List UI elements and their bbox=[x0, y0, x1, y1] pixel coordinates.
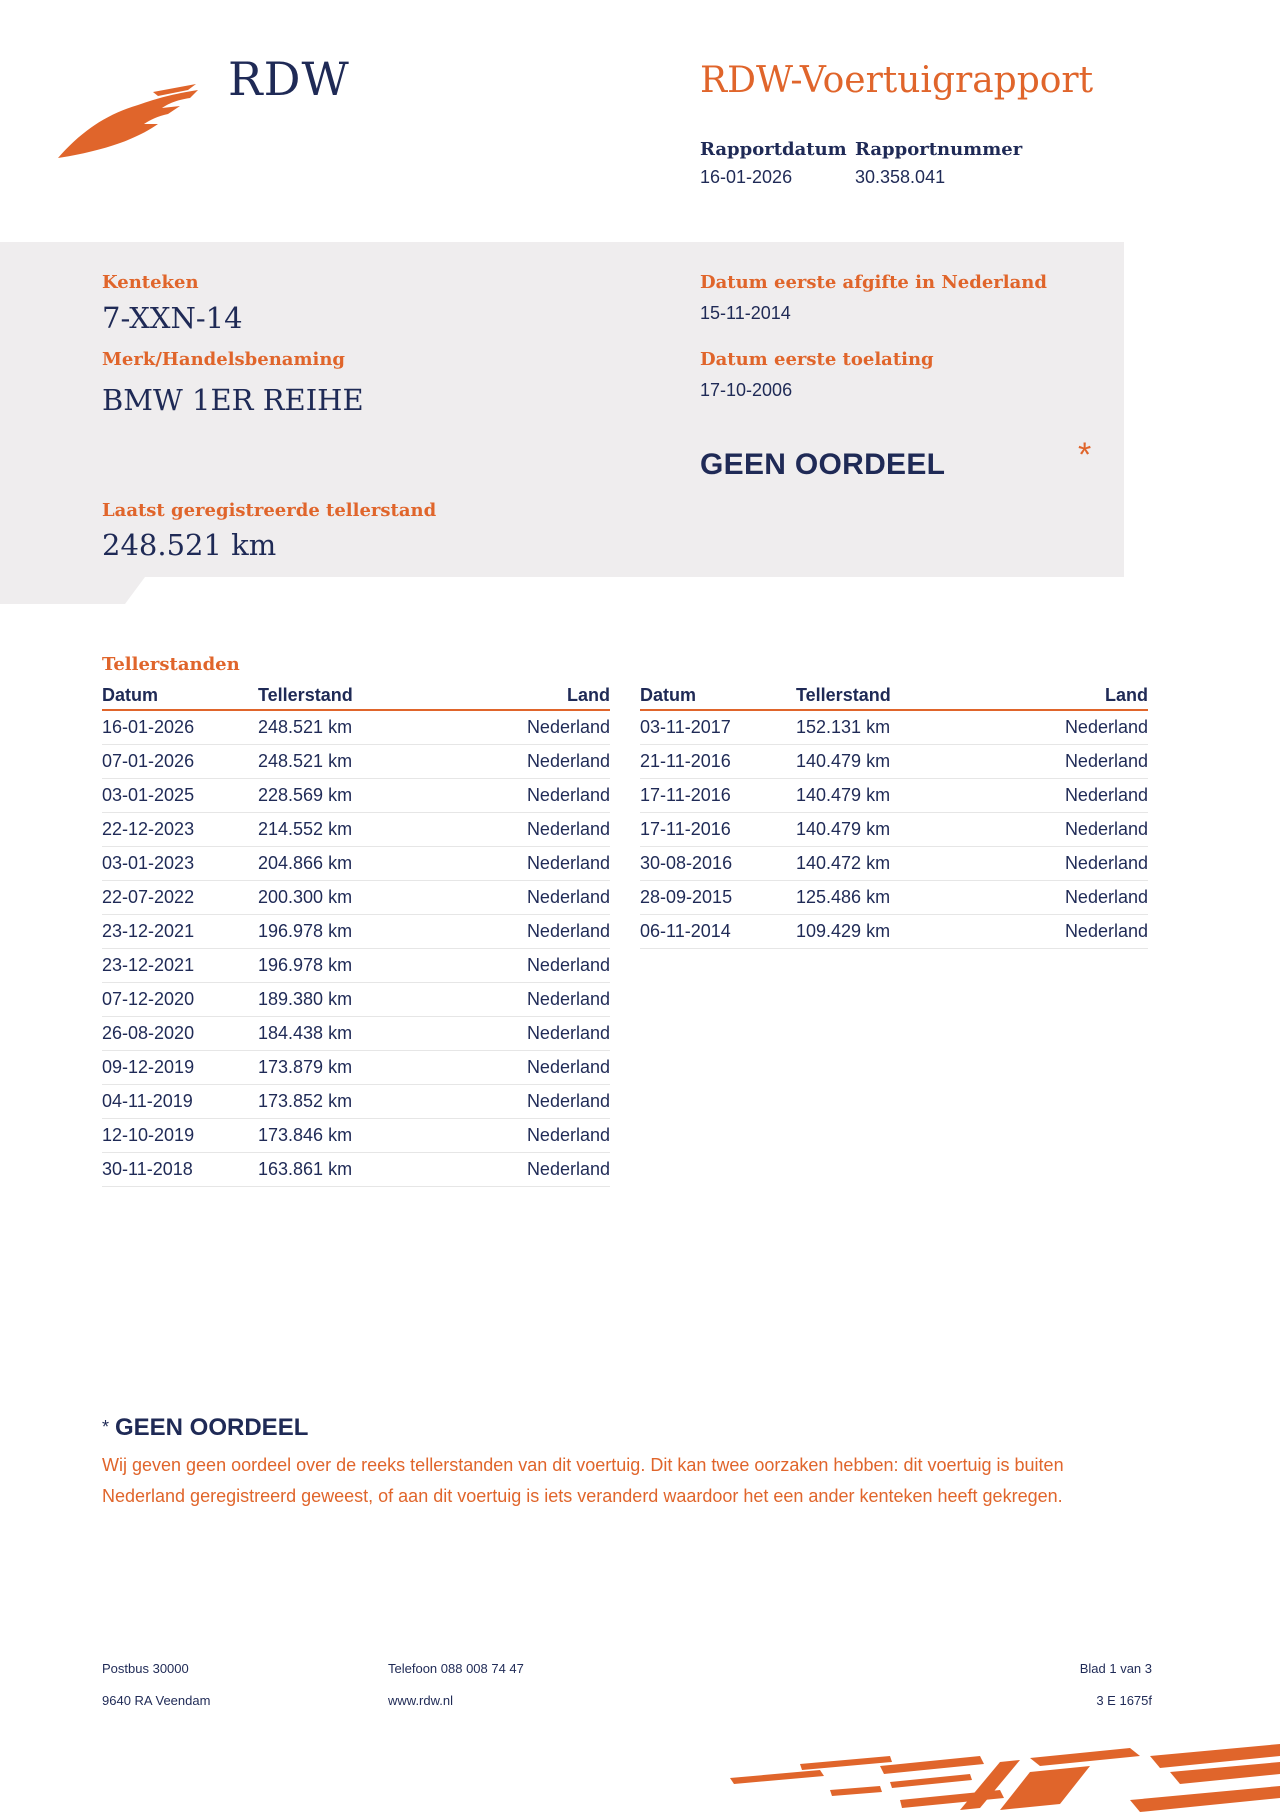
table-row bbox=[640, 745, 1148, 779]
cell-country: Nederland bbox=[458, 881, 610, 915]
cell-country: Nederland bbox=[458, 1017, 610, 1051]
note-text: Wij geven geen oordeel over de reeks tellerstanden van dit voertuig. Dit kan twee oorzaken hebben: dit voertuig is buiten Nederland geregistreerd geweest, of aan dit voertuig is iets veranderd waardoor het een ander kenteken heeft gekregen. bbox=[102, 1455, 1064, 1506]
cell-country: Nederland bbox=[996, 745, 1148, 779]
cell-country: Nederland bbox=[458, 1153, 610, 1187]
cell-date: 03-11-2017 bbox=[640, 710, 796, 745]
cell-date: 21-11-2016 bbox=[640, 745, 796, 779]
footer-postbus: Postbus 30000 bbox=[102, 1661, 189, 1676]
cell-date: 23-12-2021 bbox=[102, 915, 258, 949]
table-row bbox=[640, 881, 1148, 915]
footer-page-number: Blad 1 van 3 bbox=[1079, 1661, 1152, 1676]
odometer-section-title: Tellerstanden bbox=[102, 654, 240, 675]
cell-odometer: 140.479 km bbox=[796, 745, 996, 779]
cell-country: Nederland bbox=[458, 779, 610, 813]
cell-country: Nederland bbox=[458, 813, 610, 847]
cell-date: 06-11-2014 bbox=[640, 915, 796, 949]
cell-country: Nederland bbox=[996, 710, 1148, 745]
footer-code: 3 E 1675f bbox=[1096, 1693, 1152, 1708]
table-row bbox=[102, 847, 610, 881]
first-issue-nl-value: 15-11-2014 bbox=[700, 303, 791, 323]
odometer-table-left-body bbox=[102, 710, 610, 1187]
table-row bbox=[640, 847, 1148, 881]
first-admission-value: 17-10-2006 bbox=[700, 380, 793, 400]
column-header-country: Land bbox=[458, 682, 610, 710]
cell-country: Nederland bbox=[996, 779, 1148, 813]
cell-odometer: 204.866 km bbox=[258, 847, 458, 881]
cell-date: 12-10-2019 bbox=[102, 1119, 258, 1153]
table-row bbox=[102, 813, 610, 847]
cell-odometer: 125.486 km bbox=[796, 881, 996, 915]
cell-country: Nederland bbox=[458, 710, 610, 745]
cell-date: 22-12-2023 bbox=[102, 813, 258, 847]
table-row bbox=[640, 915, 1148, 949]
footer-city: 9640 RA Veendam bbox=[102, 1693, 211, 1708]
table-header-row bbox=[640, 682, 1148, 710]
cell-odometer: 152.131 km bbox=[796, 710, 996, 745]
note-marker: * bbox=[102, 1417, 110, 1437]
column-header-odometer: Tellerstand bbox=[796, 682, 996, 710]
cell-country: Nederland bbox=[458, 1119, 610, 1153]
table-row bbox=[102, 915, 610, 949]
table-row bbox=[102, 745, 610, 779]
cell-odometer: 248.521 km bbox=[258, 745, 458, 779]
table-row bbox=[102, 710, 610, 745]
plate-label: Kenteken bbox=[102, 272, 199, 293]
cell-odometer: 140.472 km bbox=[796, 847, 996, 881]
report-date-label: Rapportdatum bbox=[700, 139, 847, 160]
cell-country: Nederland bbox=[996, 915, 1148, 949]
cell-country: Nederland bbox=[458, 949, 610, 983]
cell-date: 04-11-2019 bbox=[102, 1085, 258, 1119]
table-row bbox=[102, 881, 610, 915]
cell-country: Nederland bbox=[458, 983, 610, 1017]
cell-odometer: 163.861 km bbox=[258, 1153, 458, 1187]
table-row bbox=[102, 949, 610, 983]
table-row bbox=[102, 1119, 610, 1153]
cell-country: Nederland bbox=[458, 745, 610, 779]
logo-text: RDW bbox=[228, 52, 350, 106]
table-row bbox=[640, 710, 1148, 745]
cell-date: 09-12-2019 bbox=[102, 1051, 258, 1085]
report-number-label: Rapportnummer bbox=[855, 139, 1023, 160]
cell-date: 07-01-2026 bbox=[102, 745, 258, 779]
cell-odometer: 173.879 km bbox=[258, 1051, 458, 1085]
odometer-table-left bbox=[102, 682, 610, 1187]
first-issue-nl-label: Datum eerste afgifte in Nederland bbox=[700, 272, 1047, 293]
cell-date: 17-11-2016 bbox=[640, 813, 796, 847]
make-value: BMW 1ER REIHE bbox=[102, 383, 364, 417]
last-odometer-label: Laatst geregistreerde tellerstand bbox=[102, 500, 437, 521]
cell-country: Nederland bbox=[458, 847, 610, 881]
cell-odometer: 228.569 km bbox=[258, 779, 458, 813]
odometer-table-right-body bbox=[640, 710, 1148, 949]
table-row bbox=[640, 813, 1148, 847]
cell-country: Nederland bbox=[458, 1051, 610, 1085]
last-odometer-value: 248.521 km bbox=[102, 528, 277, 562]
cell-odometer: 196.978 km bbox=[258, 915, 458, 949]
cell-odometer: 173.852 km bbox=[258, 1085, 458, 1119]
report-title: RDW-Voertuigrapport bbox=[700, 60, 1094, 101]
cell-country: Nederland bbox=[996, 881, 1148, 915]
table-row bbox=[640, 779, 1148, 813]
cell-date: 07-12-2020 bbox=[102, 983, 258, 1017]
footer-website-link[interactable]: www.rdw.nl bbox=[388, 1693, 454, 1708]
table-row bbox=[102, 1085, 610, 1119]
cell-date: 22-07-2022 bbox=[102, 881, 258, 915]
cell-odometer: 140.479 km bbox=[796, 779, 996, 813]
rdw-logo-icon bbox=[58, 80, 208, 165]
footer-phone: Telefoon 088 008 74 47 bbox=[388, 1661, 524, 1676]
cell-country: Nederland bbox=[996, 847, 1148, 881]
verdict-marker: * bbox=[1078, 436, 1092, 474]
cell-odometer: 196.978 km bbox=[258, 949, 458, 983]
cell-odometer: 173.846 km bbox=[258, 1119, 458, 1153]
cell-odometer: 200.300 km bbox=[258, 881, 458, 915]
cell-date: 03-01-2025 bbox=[102, 779, 258, 813]
cell-date: 17-11-2016 bbox=[640, 779, 796, 813]
column-header-date: Datum bbox=[640, 682, 796, 710]
make-label: Merk/Handelsbenaming bbox=[102, 349, 346, 370]
cell-date: 16-01-2026 bbox=[102, 710, 258, 745]
verdict-text: GEEN OORDEEL bbox=[700, 448, 946, 481]
cell-country: Nederland bbox=[458, 915, 610, 949]
table-row bbox=[102, 983, 610, 1017]
table-row bbox=[102, 779, 610, 813]
column-header-date: Datum bbox=[102, 682, 258, 710]
odometer-table-right bbox=[640, 682, 1148, 949]
cell-odometer: 248.521 km bbox=[258, 710, 458, 745]
first-admission-label: Datum eerste toelating bbox=[700, 349, 934, 370]
cell-odometer: 214.552 km bbox=[258, 813, 458, 847]
column-header-country: Land bbox=[996, 682, 1148, 710]
note-heading: GEEN OORDEEL bbox=[115, 1414, 309, 1441]
rdw-stripes-graphic-icon bbox=[730, 1742, 1280, 1817]
cell-date: 23-12-2021 bbox=[102, 949, 258, 983]
table-header-row bbox=[102, 682, 610, 710]
report-number: 30.358.041 bbox=[855, 167, 946, 187]
cell-date: 30-08-2016 bbox=[640, 847, 796, 881]
plate-value: 7-XXN-14 bbox=[102, 301, 243, 335]
cell-country: Nederland bbox=[996, 813, 1148, 847]
cell-country: Nederland bbox=[458, 1085, 610, 1119]
cell-odometer: 109.429 km bbox=[796, 915, 996, 949]
table-row bbox=[102, 1017, 610, 1051]
column-header-odometer: Tellerstand bbox=[258, 682, 458, 710]
cell-date: 30-11-2018 bbox=[102, 1153, 258, 1187]
table-row bbox=[102, 1051, 610, 1085]
report-date: 16-01-2026 bbox=[700, 167, 793, 187]
cell-date: 28-09-2015 bbox=[640, 881, 796, 915]
cell-odometer: 184.438 km bbox=[258, 1017, 458, 1051]
cell-date: 03-01-2023 bbox=[102, 847, 258, 881]
cell-date: 26-08-2020 bbox=[102, 1017, 258, 1051]
cell-odometer: 140.479 km bbox=[796, 813, 996, 847]
cell-odometer: 189.380 km bbox=[258, 983, 458, 1017]
table-row bbox=[102, 1153, 610, 1187]
